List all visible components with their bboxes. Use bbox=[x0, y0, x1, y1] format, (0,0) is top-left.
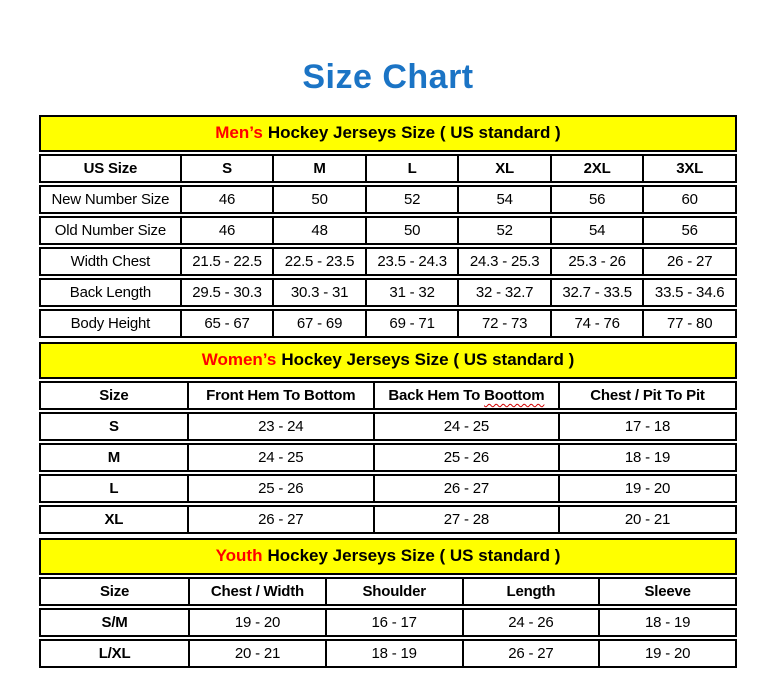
column-header: Chest / Width bbox=[188, 579, 325, 604]
value-cell: 26 - 27 bbox=[642, 249, 735, 274]
value-cell: 16 - 17 bbox=[325, 610, 462, 635]
row-label: Back Length bbox=[69, 284, 151, 301]
table-row bbox=[39, 443, 737, 472]
value-cell: 20 - 21 bbox=[188, 641, 325, 666]
value-cell: 18 - 19 bbox=[325, 641, 462, 666]
table-header-row bbox=[39, 381, 737, 410]
womens-banner-text: Hockey Jerseys Size ( US standard ) bbox=[281, 350, 575, 369]
value-cell: 33.5 - 34.6 bbox=[642, 280, 735, 305]
value-cell: 30.3 - 31 bbox=[272, 280, 365, 305]
value-cell: 26 - 27 bbox=[373, 476, 558, 501]
table-row bbox=[39, 505, 737, 534]
section-mens bbox=[39, 115, 737, 338]
row-label: L bbox=[109, 480, 119, 497]
value-cell: 29.5 - 30.3 bbox=[180, 280, 273, 305]
value-cell: 32.7 - 33.5 bbox=[550, 280, 643, 305]
table-row bbox=[39, 474, 737, 503]
column-header: M bbox=[272, 156, 365, 181]
value-cell: 72 - 73 bbox=[457, 311, 550, 336]
value-cell: 21.5 - 22.5 bbox=[180, 249, 273, 274]
column-header: L bbox=[365, 156, 458, 181]
column-header bbox=[373, 383, 558, 408]
row-label: M bbox=[107, 449, 121, 466]
table-row bbox=[39, 278, 737, 307]
section-womens bbox=[39, 342, 737, 534]
value-cell: 24 - 26 bbox=[462, 610, 599, 635]
mens-banner-highlight: Men’s bbox=[215, 123, 263, 142]
value-cell: 19 - 20 bbox=[558, 476, 735, 501]
value-cell: 27 - 28 bbox=[373, 507, 558, 532]
table-row bbox=[39, 412, 737, 441]
value-cell: 18 - 19 bbox=[558, 445, 735, 470]
value-cell: 46 bbox=[180, 218, 273, 243]
value-cell: 50 bbox=[272, 187, 365, 212]
column-header: Size bbox=[99, 583, 130, 600]
section-youth bbox=[39, 538, 737, 668]
misspelled-word: Boottom bbox=[484, 387, 545, 404]
value-cell: 46 bbox=[180, 187, 273, 212]
value-cell: 23 - 24 bbox=[187, 414, 373, 439]
youth-section-banner bbox=[39, 538, 737, 575]
row-label: L/XL bbox=[98, 645, 131, 662]
size-chart-tables bbox=[39, 115, 737, 668]
value-cell: 25 - 26 bbox=[373, 445, 558, 470]
value-cell: 26 - 27 bbox=[462, 641, 599, 666]
column-header-text: Back Hem To bbox=[388, 387, 481, 404]
value-cell: 56 bbox=[550, 187, 643, 212]
column-header: 3XL bbox=[642, 156, 735, 181]
page-title: Size Chart bbox=[302, 58, 474, 96]
value-cell: 32 - 32.7 bbox=[457, 280, 550, 305]
value-cell: 26 - 27 bbox=[187, 507, 373, 532]
womens-banner-highlight: Women’s bbox=[201, 350, 277, 369]
value-cell: 17 - 18 bbox=[558, 414, 735, 439]
value-cell: 52 bbox=[457, 218, 550, 243]
mens-banner-text: Hockey Jerseys Size ( US standard ) bbox=[267, 123, 561, 142]
value-cell: 48 bbox=[272, 218, 365, 243]
table-row bbox=[39, 608, 737, 637]
value-cell: 25 - 26 bbox=[187, 476, 373, 501]
column-header: Shoulder bbox=[325, 579, 462, 604]
row-label: Width Chest bbox=[70, 253, 151, 270]
youth-banner-text: Hockey Jerseys Size ( US standard ) bbox=[267, 546, 561, 565]
row-label: New Number Size bbox=[51, 191, 170, 208]
row-label: Old Number Size bbox=[54, 222, 166, 239]
value-cell: 24 - 25 bbox=[373, 414, 558, 439]
row-label: S bbox=[108, 418, 119, 435]
womens-section-banner bbox=[39, 342, 737, 379]
youth-banner-highlight: Youth bbox=[215, 546, 263, 565]
value-cell: 54 bbox=[457, 187, 550, 212]
value-cell: 20 - 21 bbox=[558, 507, 735, 532]
mens-size-table bbox=[39, 154, 737, 338]
mens-section-banner bbox=[39, 115, 737, 152]
value-cell: 24 - 25 bbox=[187, 445, 373, 470]
youth-size-table bbox=[39, 577, 737, 668]
table-header-row bbox=[39, 577, 737, 606]
value-cell: 19 - 20 bbox=[188, 610, 325, 635]
column-header: XL bbox=[457, 156, 550, 181]
column-header: S bbox=[180, 156, 273, 181]
value-cell: 25.3 - 26 bbox=[550, 249, 643, 274]
column-header: US Size bbox=[83, 160, 138, 177]
table-row bbox=[39, 185, 737, 214]
value-cell: 77 - 80 bbox=[642, 311, 735, 336]
table-row bbox=[39, 216, 737, 245]
table-row bbox=[39, 309, 737, 338]
value-cell: 31 - 32 bbox=[365, 280, 458, 305]
row-label: XL bbox=[104, 511, 124, 528]
value-cell: 67 - 69 bbox=[272, 311, 365, 336]
column-header: Front Hem To Bottom bbox=[187, 383, 373, 408]
column-header: 2XL bbox=[550, 156, 643, 181]
value-cell: 65 - 67 bbox=[180, 311, 273, 336]
column-header: Size bbox=[99, 387, 129, 404]
value-cell: 23.5 - 24.3 bbox=[365, 249, 458, 274]
column-header: Sleeve bbox=[598, 579, 735, 604]
value-cell: 50 bbox=[365, 218, 458, 243]
table-header-row bbox=[39, 154, 737, 183]
value-cell: 52 bbox=[365, 187, 458, 212]
value-cell: 24.3 - 25.3 bbox=[457, 249, 550, 274]
column-header: Chest / Pit To Pit bbox=[558, 383, 735, 408]
column-header: Length bbox=[462, 579, 599, 604]
value-cell: 22.5 - 23.5 bbox=[272, 249, 365, 274]
row-label: S/M bbox=[101, 614, 128, 631]
row-label: Body Height bbox=[70, 315, 151, 332]
value-cell: 60 bbox=[642, 187, 735, 212]
value-cell: 69 - 71 bbox=[365, 311, 458, 336]
value-cell: 54 bbox=[550, 218, 643, 243]
womens-size-table bbox=[39, 381, 737, 534]
value-cell: 74 - 76 bbox=[550, 311, 643, 336]
value-cell: 18 - 19 bbox=[598, 610, 735, 635]
table-row bbox=[39, 247, 737, 276]
value-cell: 19 - 20 bbox=[598, 641, 735, 666]
value-cell: 56 bbox=[642, 218, 735, 243]
table-row bbox=[39, 639, 737, 668]
